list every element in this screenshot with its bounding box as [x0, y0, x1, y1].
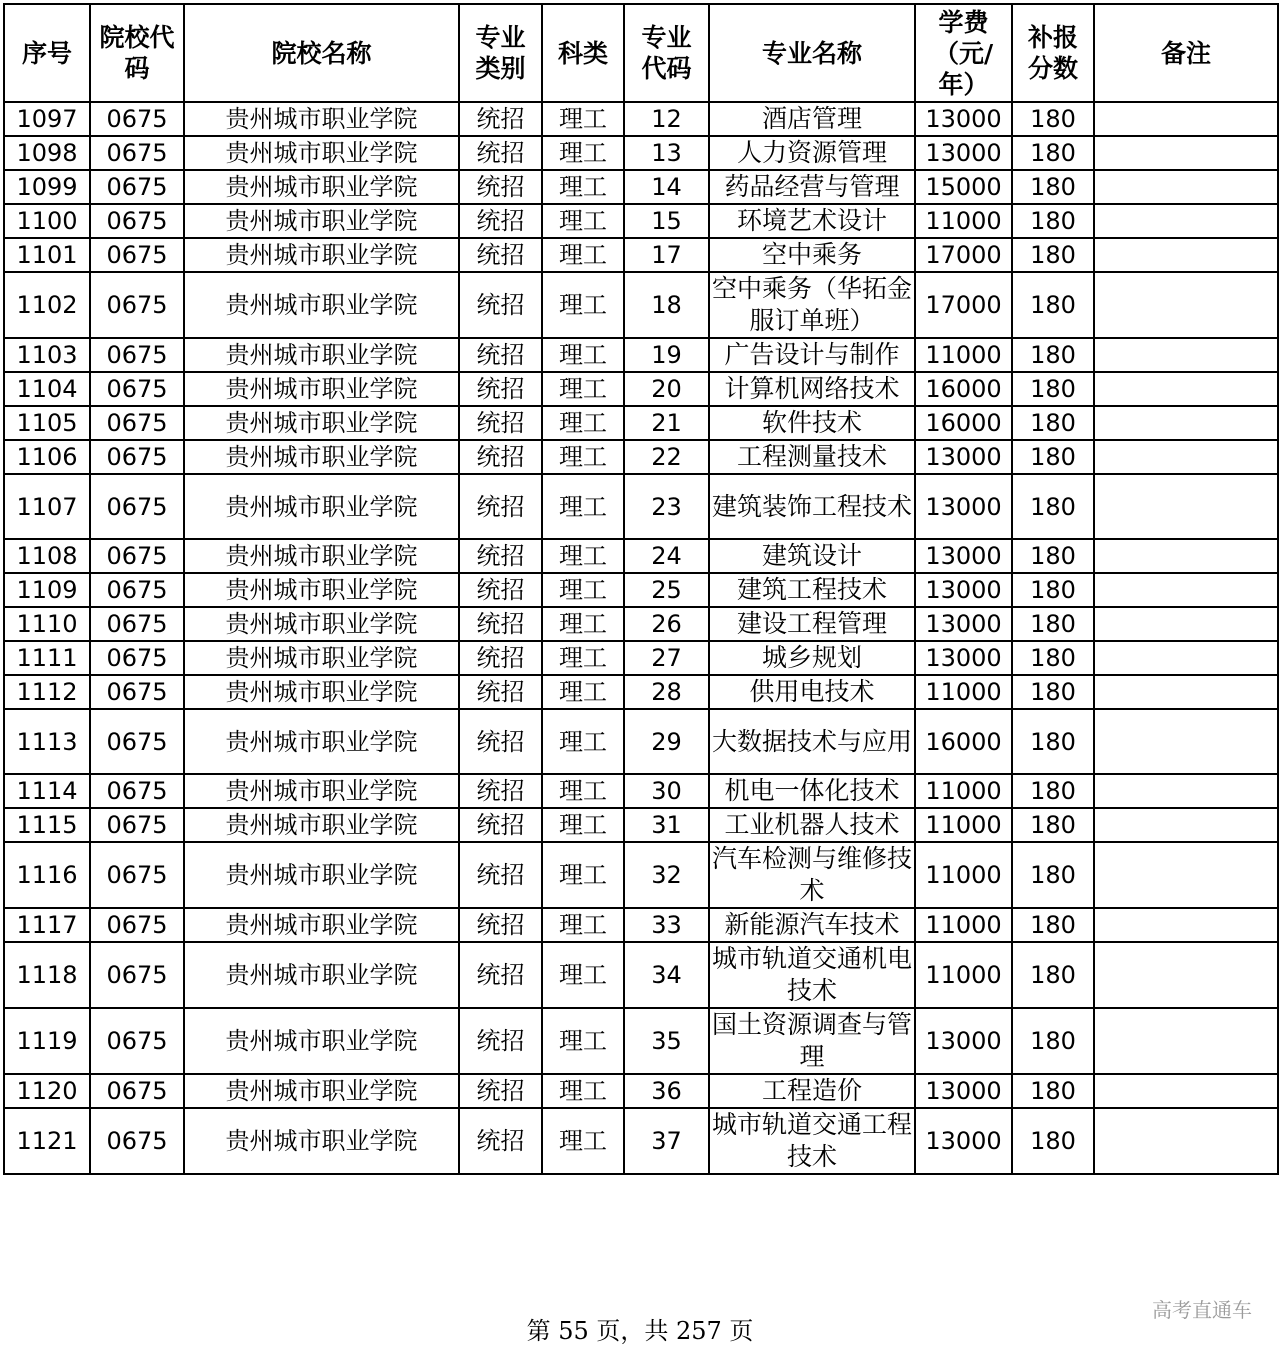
- cell-school-code: 0675: [90, 406, 184, 440]
- cell-major-category: 统招: [459, 338, 542, 372]
- cell-serial: 1101: [4, 238, 90, 272]
- cell-subject: 理工: [542, 1108, 624, 1174]
- cell-supplement-score: 180: [1012, 842, 1094, 908]
- table-row: [4, 942, 1278, 1008]
- cell-major-category: 统招: [459, 406, 542, 440]
- cell-major-category: 统招: [459, 675, 542, 709]
- cell-school-code: 0675: [90, 539, 184, 573]
- table-row: [4, 238, 1278, 272]
- cell-major-code: 26: [624, 607, 709, 641]
- cell-tuition: 11000: [915, 908, 1012, 942]
- cell-school-code: 0675: [90, 1074, 184, 1108]
- cell-remarks: [1094, 136, 1278, 170]
- cell-subject: 理工: [542, 675, 624, 709]
- cell-school-name: 贵州城市职业学院: [184, 440, 459, 474]
- table-row: [4, 842, 1278, 908]
- cell-remarks: [1094, 474, 1278, 539]
- table-row: [4, 1074, 1278, 1108]
- table-row: [4, 338, 1278, 372]
- cell-tuition: 16000: [915, 372, 1012, 406]
- table-row: [4, 102, 1278, 136]
- cell-tuition: 13000: [915, 102, 1012, 136]
- cell-major-code: 35: [624, 1008, 709, 1074]
- cell-subject: 理工: [542, 170, 624, 204]
- cell-serial: 1098: [4, 136, 90, 170]
- cell-school-code: 0675: [90, 474, 184, 539]
- cell-remarks: [1094, 641, 1278, 675]
- cell-supplement-score: 180: [1012, 539, 1094, 573]
- cell-major-category: 统招: [459, 204, 542, 238]
- cell-remarks: [1094, 170, 1278, 204]
- cell-remarks: [1094, 272, 1278, 338]
- cell-supplement-score: 180: [1012, 1008, 1094, 1074]
- cell-major-name: 汽车检测与维修技术: [709, 842, 915, 908]
- cell-major-category: 统招: [459, 474, 542, 539]
- cell-major-code: 28: [624, 675, 709, 709]
- cell-remarks: [1094, 539, 1278, 573]
- table-row: [4, 1008, 1278, 1074]
- cell-major-code: 22: [624, 440, 709, 474]
- cell-supplement-score: 180: [1012, 406, 1094, 440]
- cell-major-name: 软件技术: [709, 406, 915, 440]
- cell-serial: 1114: [4, 774, 90, 808]
- cell-major-code: 19: [624, 338, 709, 372]
- cell-major-code: 34: [624, 942, 709, 1008]
- cell-major-name: 城市轨道交通机电技术: [709, 942, 915, 1008]
- cell-major-category: 统招: [459, 136, 542, 170]
- cell-major-category: 统招: [459, 607, 542, 641]
- cell-subject: 理工: [542, 774, 624, 808]
- cell-supplement-score: 180: [1012, 238, 1094, 272]
- cell-school-code: 0675: [90, 272, 184, 338]
- cell-school-name: 贵州城市职业学院: [184, 709, 459, 774]
- cell-school-code: 0675: [90, 842, 184, 908]
- cell-subject: 理工: [542, 238, 624, 272]
- cell-tuition: 11000: [915, 338, 1012, 372]
- table-row: [4, 474, 1278, 539]
- cell-tuition: 13000: [915, 607, 1012, 641]
- cell-school-name: 贵州城市职业学院: [184, 1074, 459, 1108]
- cell-major-name: 广告设计与制作: [709, 338, 915, 372]
- cell-supplement-score: 180: [1012, 641, 1094, 675]
- cell-school-name: 贵州城市职业学院: [184, 338, 459, 372]
- cell-tuition: 11000: [915, 842, 1012, 908]
- cell-major-name: 供用电技术: [709, 675, 915, 709]
- cell-remarks: [1094, 607, 1278, 641]
- cell-subject: 理工: [542, 474, 624, 539]
- cell-remarks: [1094, 338, 1278, 372]
- header-major-name: 专业名称: [709, 4, 915, 102]
- cell-tuition: 15000: [915, 170, 1012, 204]
- cell-school-name: 贵州城市职业学院: [184, 573, 459, 607]
- header-row: [4, 4, 1278, 102]
- cell-subject: 理工: [542, 440, 624, 474]
- cell-serial: 1113: [4, 709, 90, 774]
- cell-major-name: 国土资源调查与管理: [709, 1008, 915, 1074]
- table-row: [4, 774, 1278, 808]
- cell-major-name: 空中乘务: [709, 238, 915, 272]
- cell-supplement-score: 180: [1012, 808, 1094, 842]
- cell-supplement-score: 180: [1012, 942, 1094, 1008]
- cell-remarks: [1094, 406, 1278, 440]
- cell-tuition: 11000: [915, 204, 1012, 238]
- cell-major-category: 统招: [459, 573, 542, 607]
- cell-school-name: 贵州城市职业学院: [184, 774, 459, 808]
- cell-major-name: 大数据技术与应用: [709, 709, 915, 774]
- table-row: [4, 539, 1278, 573]
- cell-major-code: 17: [624, 238, 709, 272]
- cell-subject: 理工: [542, 1008, 624, 1074]
- cell-major-name: 工程造价: [709, 1074, 915, 1108]
- cell-major-name: 环境艺术设计: [709, 204, 915, 238]
- header-major-code: 专业代码: [624, 4, 709, 102]
- header-tuition: 学费（元/年）: [915, 4, 1012, 102]
- cell-school-name: 贵州城市职业学院: [184, 842, 459, 908]
- header-major-category: 专业类别: [459, 4, 542, 102]
- cell-subject: 理工: [542, 539, 624, 573]
- cell-subject: 理工: [542, 908, 624, 942]
- cell-tuition: 13000: [915, 474, 1012, 539]
- header-serial: 序号: [4, 4, 90, 102]
- cell-major-name: 建筑装饰工程技术: [709, 474, 915, 539]
- table-row: [4, 204, 1278, 238]
- cell-major-category: 统招: [459, 1108, 542, 1174]
- cell-supplement-score: 180: [1012, 338, 1094, 372]
- table-row: [4, 908, 1278, 942]
- cell-major-category: 统招: [459, 1074, 542, 1108]
- cell-remarks: [1094, 372, 1278, 406]
- cell-serial: 1112: [4, 675, 90, 709]
- cell-major-name: 建筑设计: [709, 539, 915, 573]
- cell-subject: 理工: [542, 204, 624, 238]
- cell-subject: 理工: [542, 842, 624, 908]
- cell-major-code: 29: [624, 709, 709, 774]
- header-supplement-score: 补报分数: [1012, 4, 1094, 102]
- cell-remarks: [1094, 204, 1278, 238]
- cell-major-code: 14: [624, 170, 709, 204]
- cell-major-category: 统招: [459, 440, 542, 474]
- cell-school-code: 0675: [90, 573, 184, 607]
- table-row: [4, 641, 1278, 675]
- cell-major-category: 统招: [459, 774, 542, 808]
- cell-subject: 理工: [542, 372, 624, 406]
- cell-school-code: 0675: [90, 238, 184, 272]
- cell-major-code: 15: [624, 204, 709, 238]
- cell-remarks: [1094, 102, 1278, 136]
- cell-remarks: [1094, 1008, 1278, 1074]
- cell-major-category: 统招: [459, 709, 542, 774]
- cell-school-code: 0675: [90, 607, 184, 641]
- table-row: [4, 675, 1278, 709]
- cell-serial: 1106: [4, 440, 90, 474]
- cell-tuition: 11000: [915, 675, 1012, 709]
- cell-remarks: [1094, 709, 1278, 774]
- cell-major-name: 机电一体化技术: [709, 774, 915, 808]
- cell-major-category: 统招: [459, 641, 542, 675]
- cell-supplement-score: 180: [1012, 170, 1094, 204]
- table-row: [4, 573, 1278, 607]
- cell-remarks: [1094, 808, 1278, 842]
- cell-major-category: 统招: [459, 808, 542, 842]
- cell-tuition: 17000: [915, 238, 1012, 272]
- table-row: [4, 372, 1278, 406]
- cell-major-code: 31: [624, 808, 709, 842]
- cell-major-name: 工业机器人技术: [709, 808, 915, 842]
- cell-subject: 理工: [542, 272, 624, 338]
- cell-school-name: 贵州城市职业学院: [184, 942, 459, 1008]
- cell-school-name: 贵州城市职业学院: [184, 474, 459, 539]
- cell-school-code: 0675: [90, 102, 184, 136]
- cell-supplement-score: 180: [1012, 102, 1094, 136]
- cell-major-category: 统招: [459, 1008, 542, 1074]
- cell-tuition: 11000: [915, 774, 1012, 808]
- cell-school-name: 贵州城市职业学院: [184, 607, 459, 641]
- cell-supplement-score: 180: [1012, 1074, 1094, 1108]
- cell-serial: 1120: [4, 1074, 90, 1108]
- cell-major-name: 新能源汽车技术: [709, 908, 915, 942]
- cell-school-name: 贵州城市职业学院: [184, 170, 459, 204]
- cell-supplement-score: 180: [1012, 474, 1094, 539]
- cell-supplement-score: 180: [1012, 573, 1094, 607]
- cell-serial: 1099: [4, 170, 90, 204]
- header-remarks: 备注: [1094, 4, 1278, 102]
- cell-remarks: [1094, 1074, 1278, 1108]
- cell-serial: 1107: [4, 474, 90, 539]
- cell-remarks: [1094, 908, 1278, 942]
- table-row: [4, 808, 1278, 842]
- cell-supplement-score: 180: [1012, 272, 1094, 338]
- table-row: [4, 1108, 1278, 1174]
- watermark: 高考直通车: [1152, 1298, 1252, 1322]
- cell-subject: 理工: [542, 406, 624, 440]
- cell-major-name: 人力资源管理: [709, 136, 915, 170]
- cell-major-name: 工程测量技术: [709, 440, 915, 474]
- cell-serial: 1118: [4, 942, 90, 1008]
- table-row: [4, 272, 1278, 338]
- cell-school-code: 0675: [90, 709, 184, 774]
- cell-subject: 理工: [542, 136, 624, 170]
- cell-major-category: 统招: [459, 942, 542, 1008]
- cell-remarks: [1094, 1108, 1278, 1174]
- cell-major-category: 统招: [459, 102, 542, 136]
- cell-serial: 1100: [4, 204, 90, 238]
- cell-serial: 1115: [4, 808, 90, 842]
- cell-major-name: 城乡规划: [709, 641, 915, 675]
- cell-major-code: 27: [624, 641, 709, 675]
- cell-serial: 1116: [4, 842, 90, 908]
- cell-serial: 1097: [4, 102, 90, 136]
- cell-serial: 1119: [4, 1008, 90, 1074]
- cell-tuition: 17000: [915, 272, 1012, 338]
- cell-remarks: [1094, 238, 1278, 272]
- cell-school-name: 贵州城市职业学院: [184, 1008, 459, 1074]
- cell-subject: 理工: [542, 942, 624, 1008]
- cell-tuition: 13000: [915, 641, 1012, 675]
- cell-major-name: 建筑工程技术: [709, 573, 915, 607]
- header-subject: 科类: [542, 4, 624, 102]
- cell-major-name: 计算机网络技术: [709, 372, 915, 406]
- cell-major-code: 20: [624, 372, 709, 406]
- cell-school-code: 0675: [90, 1008, 184, 1074]
- cell-major-category: 统招: [459, 170, 542, 204]
- cell-major-code: 33: [624, 908, 709, 942]
- cell-school-code: 0675: [90, 136, 184, 170]
- cell-school-name: 贵州城市职业学院: [184, 372, 459, 406]
- cell-major-category: 统招: [459, 372, 542, 406]
- cell-serial: 1108: [4, 539, 90, 573]
- cell-major-code: 21: [624, 406, 709, 440]
- cell-tuition: 13000: [915, 1074, 1012, 1108]
- cell-major-name: 酒店管理: [709, 102, 915, 136]
- cell-supplement-score: 180: [1012, 1108, 1094, 1174]
- cell-major-category: 统招: [459, 908, 542, 942]
- cell-major-category: 统招: [459, 272, 542, 338]
- cell-school-code: 0675: [90, 942, 184, 1008]
- cell-subject: 理工: [542, 607, 624, 641]
- cell-remarks: [1094, 573, 1278, 607]
- cell-major-category: 统招: [459, 238, 542, 272]
- cell-school-name: 贵州城市职业学院: [184, 641, 459, 675]
- cell-school-code: 0675: [90, 641, 184, 675]
- cell-major-code: 18: [624, 272, 709, 338]
- cell-school-name: 贵州城市职业学院: [184, 204, 459, 238]
- cell-school-name: 贵州城市职业学院: [184, 272, 459, 338]
- cell-serial: 1104: [4, 372, 90, 406]
- cell-tuition: 13000: [915, 573, 1012, 607]
- cell-serial: 1121: [4, 1108, 90, 1174]
- table-row: [4, 607, 1278, 641]
- cell-school-name: 贵州城市职业学院: [184, 136, 459, 170]
- cell-subject: 理工: [542, 808, 624, 842]
- cell-school-name: 贵州城市职业学院: [184, 808, 459, 842]
- cell-supplement-score: 180: [1012, 372, 1094, 406]
- cell-major-code: 24: [624, 539, 709, 573]
- cell-tuition: 16000: [915, 406, 1012, 440]
- cell-school-name: 贵州城市职业学院: [184, 539, 459, 573]
- cell-remarks: [1094, 842, 1278, 908]
- cell-school-code: 0675: [90, 338, 184, 372]
- cell-serial: 1117: [4, 908, 90, 942]
- admissions-table: [3, 3, 1279, 1175]
- cell-major-code: 12: [624, 102, 709, 136]
- page-number: 第 55 页，共 257 页: [526, 1317, 754, 1345]
- cell-school-code: 0675: [90, 908, 184, 942]
- cell-school-code: 0675: [90, 808, 184, 842]
- cell-serial: 1111: [4, 641, 90, 675]
- cell-major-code: 37: [624, 1108, 709, 1174]
- cell-remarks: [1094, 942, 1278, 1008]
- table-body: [4, 102, 1278, 1174]
- cell-subject: 理工: [542, 709, 624, 774]
- table-row: [4, 136, 1278, 170]
- cell-subject: 理工: [542, 102, 624, 136]
- cell-remarks: [1094, 440, 1278, 474]
- table-row: [4, 709, 1278, 774]
- cell-major-code: 32: [624, 842, 709, 908]
- cell-tuition: 16000: [915, 709, 1012, 774]
- cell-major-name: 建设工程管理: [709, 607, 915, 641]
- cell-major-code: 36: [624, 1074, 709, 1108]
- table-row: [4, 406, 1278, 440]
- cell-school-code: 0675: [90, 170, 184, 204]
- cell-supplement-score: 180: [1012, 709, 1094, 774]
- cell-school-name: 贵州城市职业学院: [184, 102, 459, 136]
- cell-remarks: [1094, 675, 1278, 709]
- cell-school-code: 0675: [90, 204, 184, 238]
- cell-remarks: [1094, 774, 1278, 808]
- cell-tuition: 13000: [915, 1008, 1012, 1074]
- cell-major-code: 13: [624, 136, 709, 170]
- cell-school-name: 贵州城市职业学院: [184, 238, 459, 272]
- cell-major-name: 药品经营与管理: [709, 170, 915, 204]
- cell-school-code: 0675: [90, 372, 184, 406]
- cell-school-code: 0675: [90, 1108, 184, 1174]
- cell-supplement-score: 180: [1012, 440, 1094, 474]
- cell-supplement-score: 180: [1012, 675, 1094, 709]
- cell-school-name: 贵州城市职业学院: [184, 1108, 459, 1174]
- table-row: [4, 440, 1278, 474]
- cell-tuition: 13000: [915, 136, 1012, 170]
- cell-supplement-score: 180: [1012, 908, 1094, 942]
- cell-major-category: 统招: [459, 842, 542, 908]
- cell-serial: 1110: [4, 607, 90, 641]
- cell-school-name: 贵州城市职业学院: [184, 406, 459, 440]
- cell-subject: 理工: [542, 338, 624, 372]
- cell-major-name: 空中乘务（华拓金服订单班）: [709, 272, 915, 338]
- cell-subject: 理工: [542, 1074, 624, 1108]
- cell-supplement-score: 180: [1012, 136, 1094, 170]
- cell-serial: 1102: [4, 272, 90, 338]
- cell-tuition: 11000: [915, 942, 1012, 1008]
- cell-supplement-score: 180: [1012, 607, 1094, 641]
- cell-major-category: 统招: [459, 539, 542, 573]
- table-row: [4, 170, 1278, 204]
- cell-major-name: 城市轨道交通工程技术: [709, 1108, 915, 1174]
- cell-major-code: 30: [624, 774, 709, 808]
- cell-serial: 1105: [4, 406, 90, 440]
- cell-school-code: 0675: [90, 675, 184, 709]
- header-school-name: 院校名称: [184, 4, 459, 102]
- cell-serial: 1109: [4, 573, 90, 607]
- cell-tuition: 13000: [915, 1108, 1012, 1174]
- cell-tuition: 13000: [915, 440, 1012, 474]
- cell-serial: 1103: [4, 338, 90, 372]
- cell-supplement-score: 180: [1012, 204, 1094, 238]
- cell-school-code: 0675: [90, 774, 184, 808]
- cell-school-name: 贵州城市职业学院: [184, 908, 459, 942]
- header-school-code: 院校代码: [90, 4, 184, 102]
- cell-school-name: 贵州城市职业学院: [184, 675, 459, 709]
- cell-major-code: 23: [624, 474, 709, 539]
- cell-subject: 理工: [542, 641, 624, 675]
- cell-supplement-score: 180: [1012, 774, 1094, 808]
- cell-tuition: 13000: [915, 539, 1012, 573]
- cell-school-code: 0675: [90, 440, 184, 474]
- cell-tuition: 11000: [915, 808, 1012, 842]
- cell-subject: 理工: [542, 573, 624, 607]
- cell-major-code: 25: [624, 573, 709, 607]
